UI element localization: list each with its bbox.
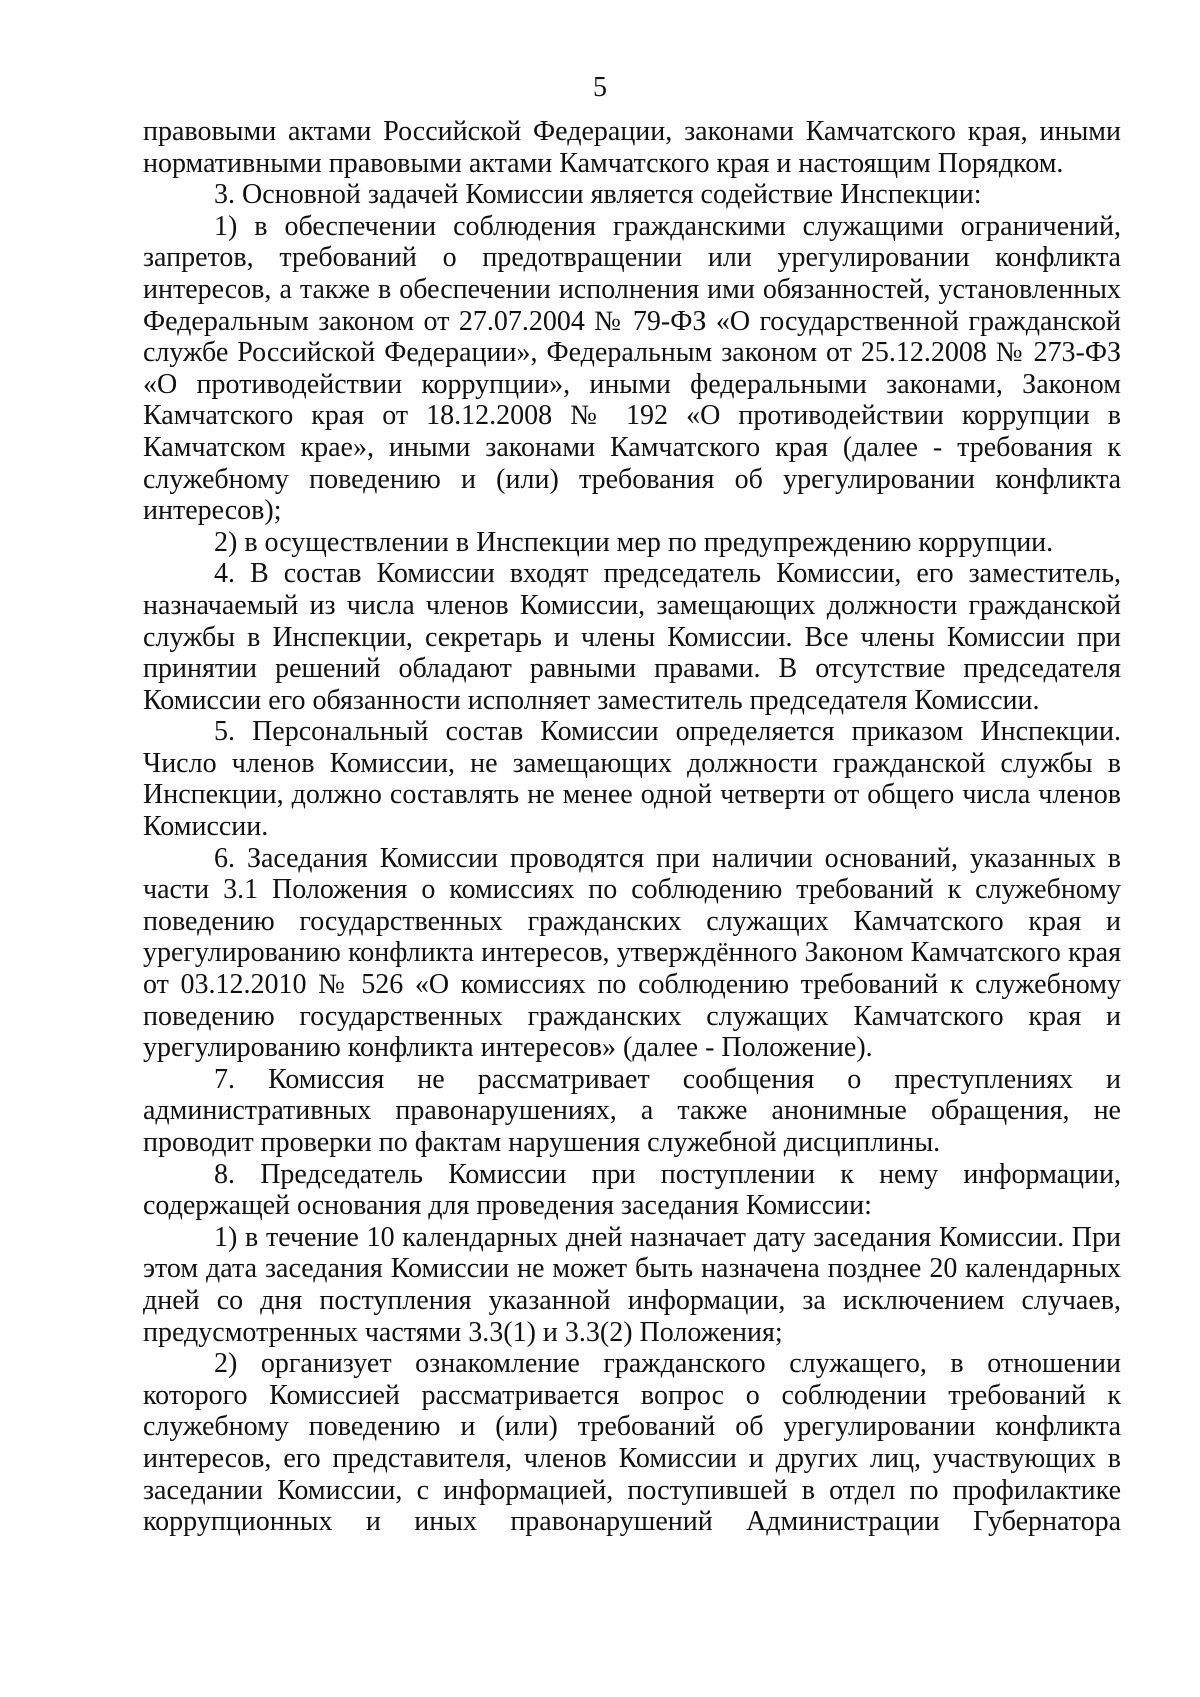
paragraph: 5. Персональный состав Комиссии определяется приказом Инспекции. Число членов Комиссии, не замещающих должности гражданской службы в Инспекции, должно составлять не менее одной четверти от общего числа членов Комиссии.	[143, 716, 1121, 843]
paragraph: 7. Комиссия не рассматривает сообщения о преступлениях и административных правонарушениях, а также анонимные обращения, не проводит проверки по фактам нарушения служебной дисциплины.	[143, 1063, 1121, 1158]
paragraph: 6. Заседания Комиссии проводятся при наличии оснований, указанных в части 3.1 Положения о комиссиях по соблюдению требований к служебному поведению государственных гражданских служащих Камчатского края и урегулированию конфликта интересов, утверждённого Законом Камчатского края от 03.12.2010 № 526 «О комиссиях по соблюдению требований к служебному поведению государственных гражданских служащих Камчатского края и урегулированию конфликта интересов» (далее - Положение).	[143, 842, 1121, 1064]
paragraph: 3. Основной задачей Комиссии является содействие Инспекции:	[214, 179, 982, 211]
document-body	[143, 116, 1121, 1538]
paragraph: 8. Председатель Комиссии при поступлении к нему информации, содержащей основания для проведения заседания Комиссии:	[143, 1158, 1121, 1222]
paragraph: 1) в обеспечении соблюдения гражданскими служащими ограничений, запретов, требований о предотвращении или урегулировании конфликта интересов, а также в обеспечении исполнения ими обязанностей, установленных Федеральным законом от 27.07.2004 № 79-ФЗ «О государственной гражданской службе Российской Федерации», Федеральным законом от 25.12.2008 № 273-ФЗ «О противодействии коррупции», иными федеральными законами, Законом Камчатского края от 18.12.2008 № 192 «О противодействии коррупции в Камчатском крае», иными законами Камчатского края (далее - требования к служебному поведению и (или) требования об урегулировании конфликта интересов);	[143, 210, 1121, 527]
paragraph: правовыми актами Российской Федерации, законами Камчатского края, иными нормативными правовыми актами Камчатского края и настоящим Порядком.	[143, 116, 1121, 179]
paragraph: 2) в осуществлении в Инспекции мер по предупреждению коррупции.	[214, 526, 1054, 558]
paragraph: 1) в течение 10 календарных дней назначает дату заседания Комиссии. При этом дата заседания Комиссии не может быть назначена позднее 20 календарных дней со дня поступления указанной информации, за исключением случаев, предусмотренных частями 3.3(1) и 3.3(2) Положения;	[143, 1221, 1121, 1348]
paragraph: 2) организует ознакомление гражданского служащего, в отношении которого Комиссией рассматривается вопрос о соблюдении требований к служебному поведению и (или) требований об урегулировании конфликта интересов, его представителя, членов Комиссии и других лиц, участвующих в заседании Комиссии, с информацией, поступившей в отдел по профилактике коррупционных и иных правонарушений Администрации Губернатора	[143, 1348, 1121, 1538]
page-number: 5	[593, 72, 607, 103]
paragraph: 4. В состав Комиссии входят председатель Комиссии, его заместитель, назначаемый из числа членов Комиссии, замещающих должности гражданской службы в Инспекции, секретарь и члены Комиссии. Все члены Комиссии при принятии решений обладают равными правами. В отсутствие председателя Комиссии его обязанности исполняет заместитель председателя Комиссии.	[143, 558, 1121, 716]
